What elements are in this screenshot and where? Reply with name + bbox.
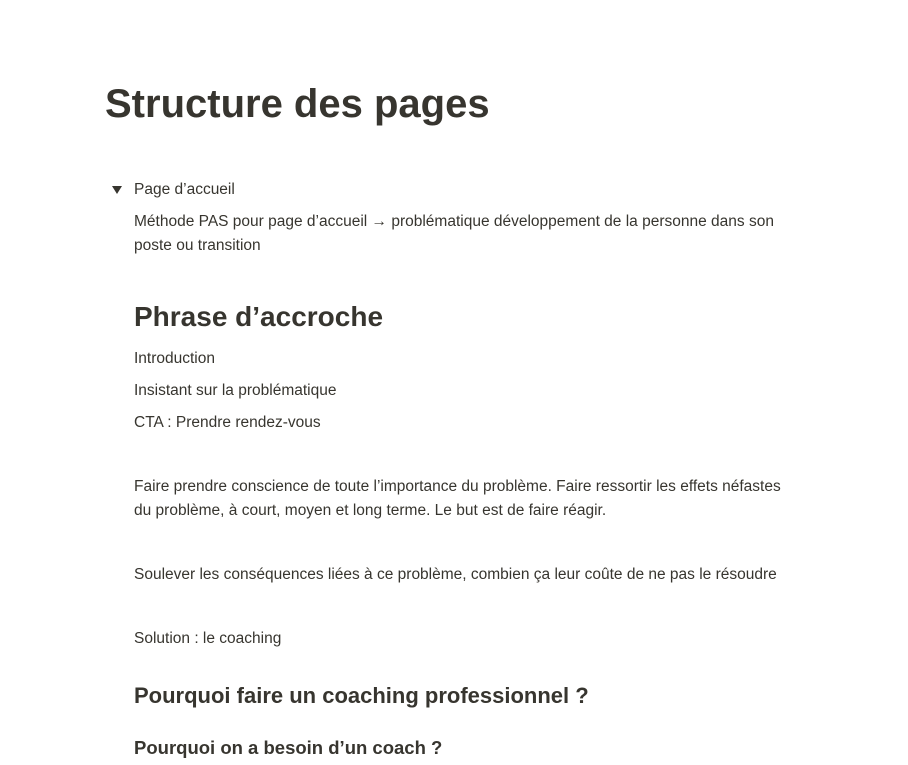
text-cta[interactable]: CTA : Prendre rendez-vous [134,414,321,431]
paragraph-awareness[interactable]: Faire prendre conscience de toute l’importance du problème. Faire ressortir les effets néfastes du problème, à court, moyen et long terme. Le but est de faire réagir. [134,478,781,519]
text-solution[interactable]: Solution : le coaching [134,630,282,647]
text-introduction[interactable]: Introduction [134,350,215,367]
triangle-down-icon[interactable] [108,181,126,199]
page-title[interactable]: Structure des pages [105,82,490,126]
intro-paragraph[interactable]: Méthode PAS pour page d’accueil → problématique développement de la personne dans son poste ou transition [134,213,774,254]
toggle-label[interactable]: Page d’accueil [134,181,235,198]
paragraph-consequences[interactable]: Soulever les conséquences liées à ce problème, combien ça leur coûte de ne pas le résoudre [134,566,777,583]
text-problematique[interactable]: Insistant sur la problématique [134,382,337,399]
toggle-block-page-accueil[interactable] [108,178,235,202]
heading-phrase-accroche[interactable]: Phrase d’accroche [134,301,384,332]
heading-why-coach[interactable]: Pourquoi on a besoin d’un coach ? [134,737,443,758]
heading-why-coaching[interactable]: Pourquoi faire un coaching professionnel ? [134,683,589,708]
